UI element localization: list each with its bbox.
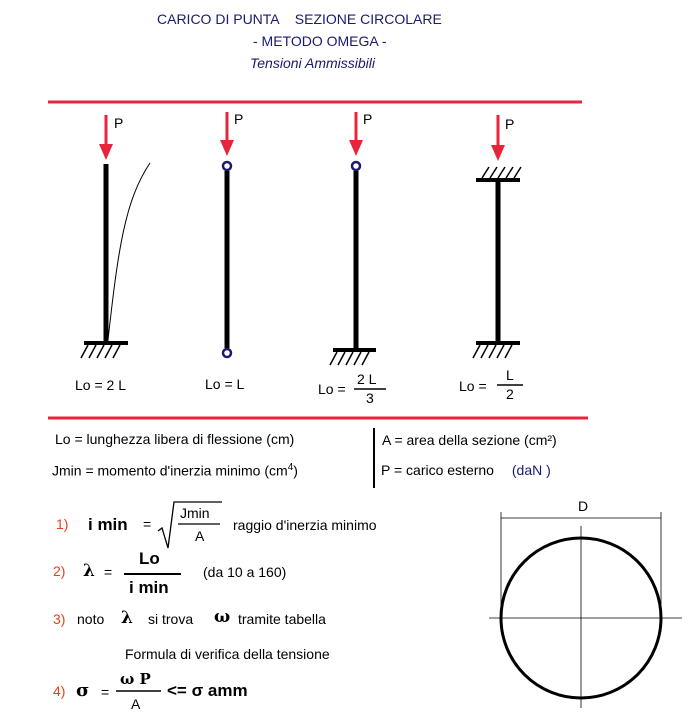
formula-4-number: 4) bbox=[53, 683, 66, 699]
formula-1-number: 1) bbox=[56, 516, 69, 532]
formula-2-equals: = bbox=[104, 564, 113, 580]
hinge-bottom-2 bbox=[223, 349, 231, 357]
title-method: - METODO OMEGA - bbox=[253, 33, 387, 49]
diameter-label: D bbox=[578, 498, 589, 514]
formula-1-numerator: Jmin bbox=[180, 505, 210, 521]
formula-2-number: 2) bbox=[53, 563, 66, 579]
load-label-3: P bbox=[363, 111, 373, 127]
jmin-exponent: 4 bbox=[287, 462, 294, 473]
formula-4-numerator: ω P bbox=[120, 670, 151, 688]
formula-4-equals: = bbox=[101, 684, 110, 700]
title-subtitle: Tensioni Ammissibili bbox=[250, 55, 376, 71]
definition-p: P = carico esterno (daN ) bbox=[381, 462, 551, 478]
formula-1-equals: = bbox=[143, 516, 152, 532]
column-3 bbox=[330, 112, 376, 365]
lo-label-4-den: 2 bbox=[506, 386, 514, 402]
formula-1-denominator: A bbox=[195, 528, 205, 544]
title-main: CARICO DI PUNTA bbox=[157, 11, 279, 27]
omega-symbol: ω bbox=[214, 607, 231, 627]
definition-area: A = area della sezione (cm²) bbox=[382, 432, 557, 448]
formula-3-trova: si trova bbox=[148, 611, 194, 627]
column-1 bbox=[81, 115, 150, 358]
formula-3-lambda: λ bbox=[121, 608, 133, 628]
load-label-2: P bbox=[234, 111, 244, 127]
definition-p-unit: (daN ) bbox=[511, 462, 551, 478]
lo-label-3-prefix: Lo = bbox=[318, 381, 346, 397]
formula-2-numerator: Lo bbox=[139, 549, 160, 568]
buckled-shape bbox=[108, 163, 150, 340]
load-label-4: P bbox=[505, 116, 515, 132]
formula-2-denominator: i min bbox=[129, 578, 169, 597]
formula-2-range: (da 10 a 160) bbox=[203, 564, 287, 580]
circular-section bbox=[489, 512, 682, 708]
formula-3-table: tramite tabella bbox=[238, 611, 326, 627]
column-4 bbox=[473, 115, 521, 358]
formula-3-noto: noto bbox=[77, 611, 105, 627]
formula-4-denominator: A bbox=[131, 696, 141, 712]
lo-label-4-prefix: Lo = bbox=[459, 378, 487, 394]
sigma-symbol: σ bbox=[76, 680, 90, 701]
lo-label-4-num: L bbox=[506, 367, 514, 383]
formula-1-lhs: i min bbox=[88, 515, 128, 534]
formula-4-rhs: <= σ amm bbox=[167, 681, 248, 700]
formula-1-description: raggio d'inerzia minimo bbox=[233, 517, 377, 533]
load-label-1: P bbox=[114, 115, 124, 131]
lo-label-3-num: 2 L bbox=[357, 371, 377, 387]
definition-lo: Lo = lunghezza libera di flessione (cm) bbox=[55, 431, 295, 447]
title-section: SEZIONE CIRCOLARE bbox=[294, 11, 442, 27]
lo-label-2: Lo = L bbox=[205, 376, 245, 392]
hinge-top-3 bbox=[352, 162, 360, 170]
column-2 bbox=[220, 112, 234, 357]
formula-3-number: 3) bbox=[53, 611, 66, 627]
lo-label-3-den: 3 bbox=[366, 390, 374, 406]
definition-jmin: Jmin = momento d'inerzia minimo $(cm^4)$ bbox=[52, 462, 298, 479]
lambda-symbol: λ bbox=[83, 561, 95, 581]
hinge-top-2 bbox=[223, 162, 231, 170]
lo-label-1: Lo = 2 L bbox=[75, 377, 126, 393]
formula-4-heading: Formula di verifica della tensione bbox=[125, 646, 330, 662]
